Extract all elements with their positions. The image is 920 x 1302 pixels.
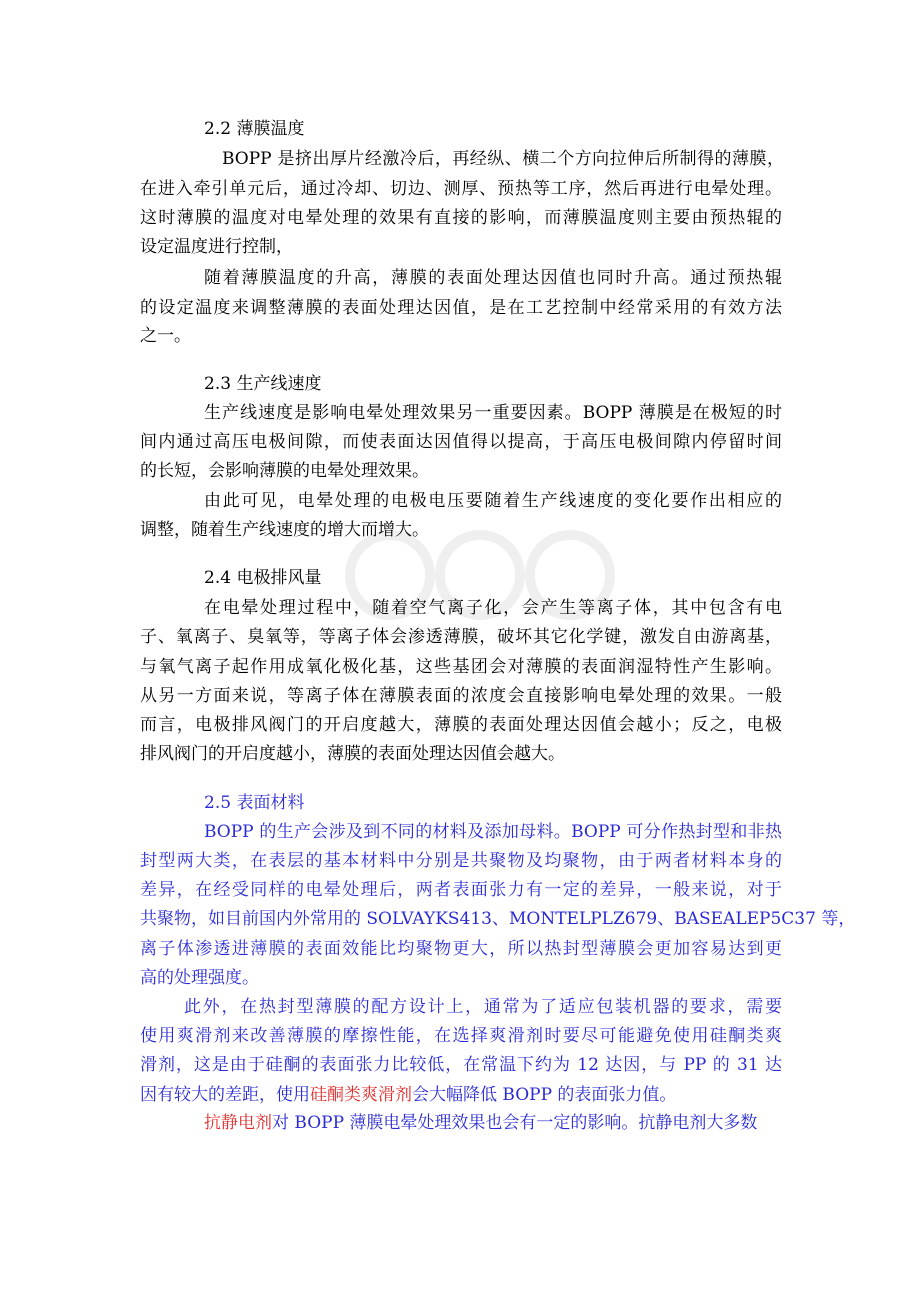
paragraph-line: 由此可见，电晕处理的电极电压要随着生产线速度的变化要作出相应的: [204, 491, 782, 511]
paragraph-line: 这时薄膜的温度对电晕处理的效果有直接的影响，而薄膜温度则主要由预热辊的: [140, 208, 782, 228]
paragraph-line: 封型两大类，在表层的基本材料中分别是共聚物及均聚物，由于两者材料本身的: [140, 851, 782, 871]
paragraph-line-mixed: [204, 1111, 757, 1135]
paragraph-line: 此外，在热封型薄膜的配方设计上，通常为了适应包装机器的要求，需要: [184, 997, 782, 1017]
paragraph-line: 的设定温度来调整薄膜的表面处理达因值，是在工艺控制中经常采用的有效方法: [140, 298, 782, 318]
highlighted-term: 硅酮类爽滑剂: [310, 1085, 412, 1105]
highlighted-term: 抗静电剂: [204, 1113, 272, 1133]
text-run: 对 BOPP 薄膜电晕处理效果也会有一定的影响。抗静电剂大多数: [272, 1113, 758, 1133]
paragraph-line: 间内通过高压电极间隙，而使表面达因值得以提高，于高压电极间隙内停留时间: [140, 432, 782, 452]
paragraph-line: 差异，在经受同样的电晕处理后，两者表面张力有一定的差异，一般来说，对于: [140, 880, 782, 900]
paragraph-line: 生产线速度是影响电晕处理效果另一重要因素。BOPP 薄膜是在极短的时: [204, 403, 782, 423]
paragraph-line: 的长短，会影响薄膜的电晕处理效果。: [140, 461, 429, 481]
paragraph-line-mixed: [140, 1083, 676, 1107]
paragraph-line: 排风阀门的开启度越小，薄膜的表面处理达因值会越大。: [140, 744, 565, 764]
paragraph-line: 使用爽滑剂来改善薄膜的摩擦性能，在选择爽滑剂时要尽可能避免使用硅酮类爽: [140, 1026, 782, 1046]
section-heading-2-4: 2.4 电极排风量: [204, 568, 322, 588]
paragraph-line: 从另一方面来说，等离子体在薄膜表面的浓度会直接影响电晕处理的效果。一般: [140, 686, 782, 706]
text-run: 会大幅降低 BOPP 的表面张力值。: [412, 1085, 677, 1105]
paragraph-line: 调整，随着生产线速度的增大而增大。: [140, 520, 429, 540]
section-heading-2-3: 2.3 生产线速度: [204, 374, 322, 394]
paragraph-line: 在电晕处理过程中，随着空气离子化，会产生等离子体，其中包含有电: [204, 598, 782, 618]
paragraph-line: 离子体渗透进薄膜的表面效能比均聚物更大，所以热封型薄膜会更加容易达到更: [140, 939, 782, 959]
paragraph-line: 子、氧离子、臭氧等，等离子体会渗透薄膜，破坏其它化学键，激发自由游离基，: [140, 627, 782, 647]
text-run: 因有较大的差距，使用: [140, 1085, 310, 1105]
section-heading-2-5: 2.5 表面材料: [204, 793, 305, 813]
section-heading-2-2: 2.2 薄膜温度: [204, 119, 305, 139]
paragraph-line: BOPP 是挤出厚片经激冷后，再经纵、横二个方向拉伸后所制得的薄膜，: [222, 149, 784, 169]
paragraph-line: 随着薄膜温度的升高，薄膜的表面处理达因值也同时升高。通过预热辊: [204, 268, 782, 288]
paragraph-line: 而言，电极排风阀门的开启度越大，薄膜的表面处理达因值会越小；反之，电极: [140, 715, 782, 735]
paragraph-line: 共聚物，如目前国内外常用的 SOLVAYKS413、MONTELPLZ679、BASEALEP5C37 等，: [140, 909, 856, 929]
paragraph-line: 设定温度进行控制，: [140, 237, 293, 257]
paragraph-line: 高的处理强度。: [140, 968, 259, 988]
paragraph-line: 在进入牵引单元后，通过冷却、切边、测厚、预热等工序，然后再进行电晕处理。: [140, 179, 782, 199]
paragraph-line: BOPP 的生产会涉及到不同的材料及添加母料。BOPP 可分作热封型和非热: [204, 822, 782, 842]
paragraph-line: 之一。: [140, 326, 191, 346]
paragraph-line: 滑剂，这是由于硅酮的表面张力比较低，在常温下约为 12 达因，与 PP 的 31 达: [140, 1055, 782, 1075]
paragraph-line: 与氧气离子起作用成氧化极化基，这些基团会对薄膜的表面润湿特性产生影响。: [140, 657, 782, 677]
